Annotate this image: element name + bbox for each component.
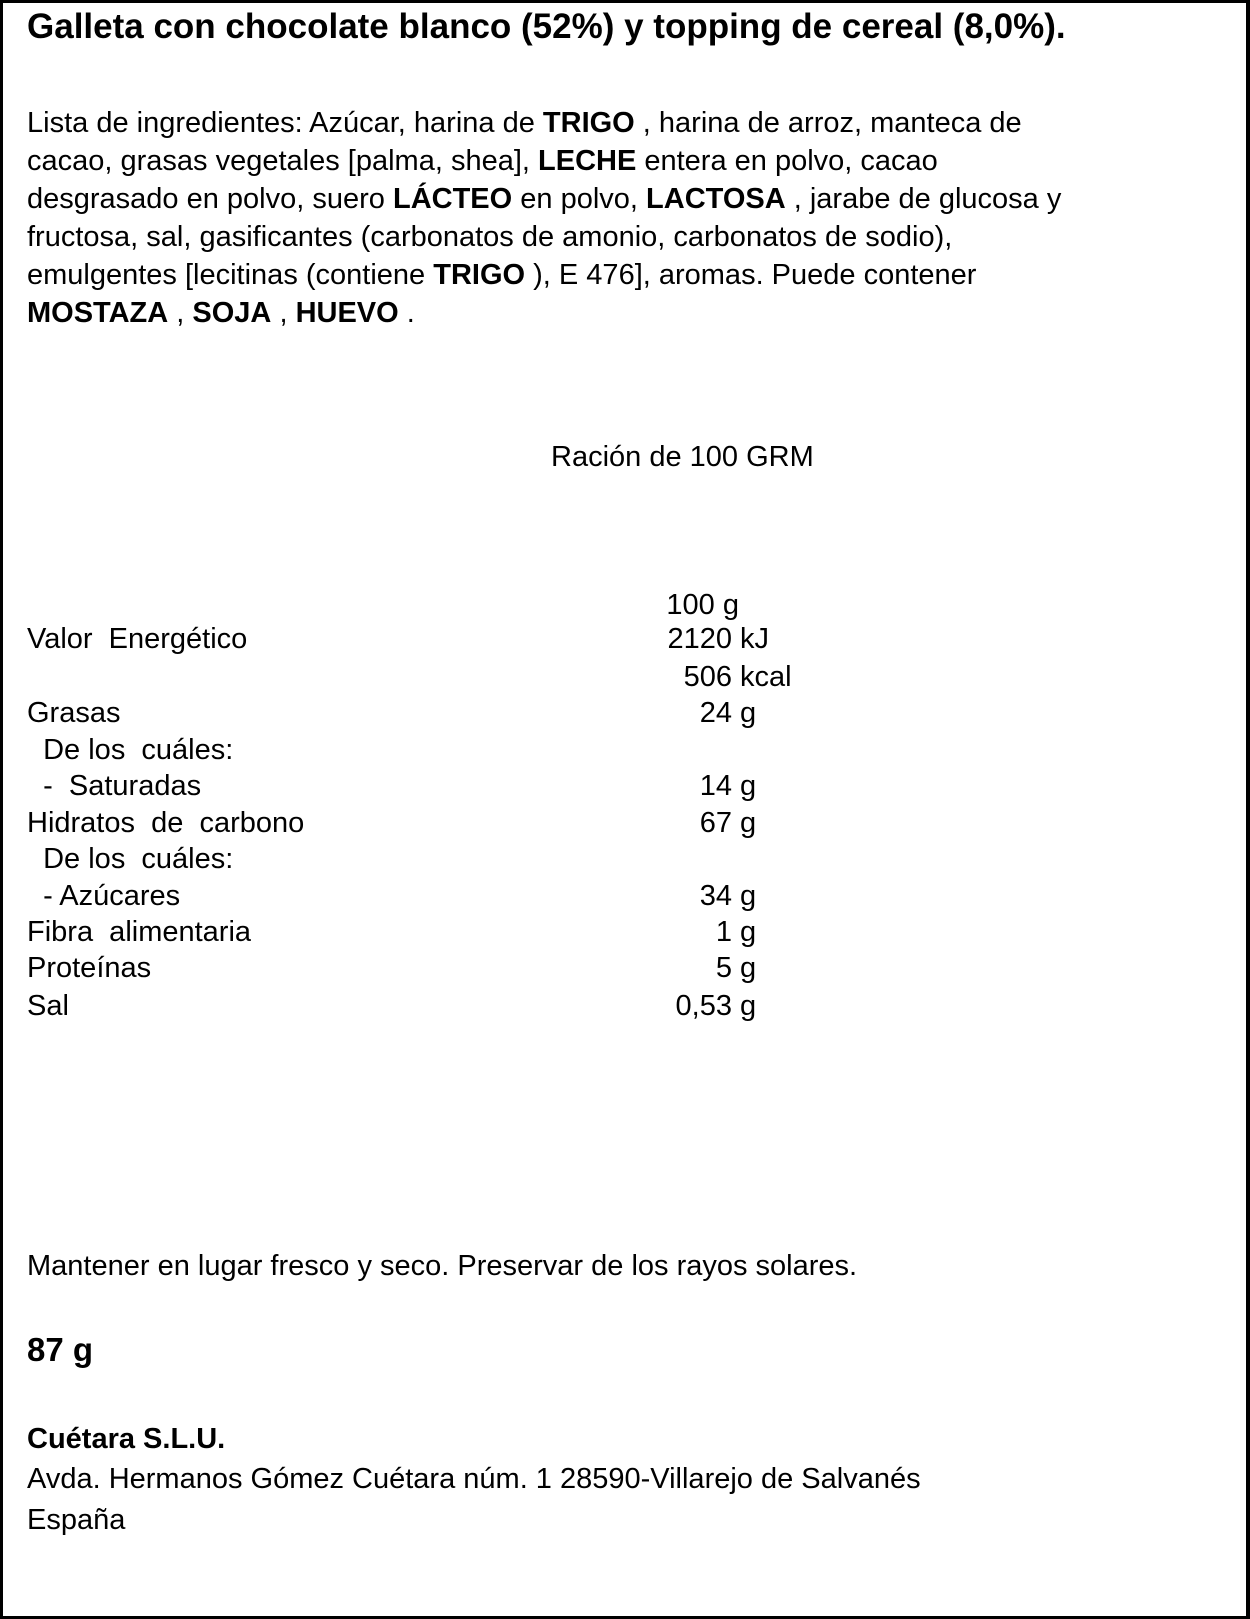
net-weight: 87 g (27, 1331, 94, 1368)
manufacturer-country: España (27, 1504, 126, 1536)
ingredients-text: fructosa, sal, gasificantes (carbonatos de amonio, carbonatos de sodio), (27, 221, 953, 253)
nutrient-value: 24 (699, 697, 732, 729)
nutrient-unit: g (740, 807, 757, 839)
allergen-highlight: MOSTAZA (27, 297, 169, 329)
nutrient-unit: kJ (740, 623, 769, 655)
nutrient-unit: kcal (740, 661, 792, 693)
product-title: Galleta con chocolate blanco (52%) y topping de cereal (8,0%). (27, 7, 1066, 46)
nutrient-label: - Saturadas (27, 770, 202, 802)
nutrient-value: 14 (699, 770, 732, 802)
ingredients-text: , jarabe de glucosa y (785, 183, 1062, 215)
manufacturer-name: Cuétara S.L.U. (27, 1423, 226, 1455)
ingredients-text: , (168, 297, 193, 329)
ingredients-line (27, 104, 1227, 142)
nutrient-unit: g (740, 990, 757, 1022)
nutrient-unit: g (740, 880, 757, 912)
ingredients-line (27, 256, 1227, 294)
nutrient-value: 2120 (667, 623, 732, 655)
ingredients-text: , (271, 297, 296, 329)
allergen-highlight: HUEVO (295, 297, 399, 329)
ingredients-text: desgrasado en polvo, suero (27, 183, 393, 215)
ingredients-line (27, 294, 1227, 332)
nutrient-value: 506 (683, 661, 732, 693)
nutrient-value: 1 (715, 916, 732, 948)
ingredients-text: Lista de ingredientes: Azúcar, harina de (27, 107, 543, 139)
allergen-highlight: LECHE (538, 145, 637, 177)
nutrient-value: 34 (699, 880, 732, 912)
ingredients-text: cacao, grasas vegetales [palma, shea], (27, 145, 539, 177)
nutrient-label: Hidratos de carbono (27, 807, 305, 839)
allergen-highlight: SOJA (192, 297, 272, 329)
ingredients-list (27, 104, 1227, 332)
ingredients-text: ), E 476], aromas. Puede contener (525, 259, 977, 291)
nutrient-label: Grasas (27, 697, 121, 729)
nutrient-label: - Azúcares (27, 880, 181, 912)
nutrient-label: Proteínas (27, 952, 152, 984)
ingredients-text: en polvo, (512, 183, 647, 215)
ingredients-text: emulgentes [lecitinas (contiene (27, 259, 434, 291)
nutrient-value: 67 (699, 807, 732, 839)
nutrient-label: Valor Energético (27, 623, 248, 655)
ingredients-text: , harina de arroz, manteca de (634, 107, 1022, 139)
nutrient-unit: g (740, 952, 757, 984)
ingredients-line (27, 218, 1227, 256)
nutrient-label: De los cuáles: (27, 843, 234, 875)
nutrition-column-header: 100 g (666, 589, 739, 621)
nutrient-unit: g (740, 697, 757, 729)
storage-instructions: Mantener en lugar fresco y seco. Preservar de los rayos solares. (27, 1250, 858, 1282)
ingredients-text: . (398, 297, 415, 329)
ingredients-line (27, 180, 1227, 218)
allergen-highlight: TRIGO (542, 107, 635, 139)
nutrient-label: De los cuáles: (27, 734, 234, 766)
portion-label: Ración de 100 GRM (551, 441, 814, 473)
ingredients-line (27, 142, 1227, 180)
allergen-highlight: LÁCTEO (392, 183, 513, 215)
manufacturer-address: Avda. Hermanos Gómez Cuétara núm. 1 28590-Villarejo de Salvanés (27, 1463, 921, 1495)
nutrient-value: 5 (715, 952, 732, 984)
nutrient-unit: g (740, 770, 757, 802)
nutrient-label: Fibra alimentaria (27, 916, 252, 948)
ingredients-text: entera en polvo, cacao (636, 145, 938, 177)
nutrient-value: 0,53 (675, 990, 732, 1022)
allergen-highlight: TRIGO (433, 259, 526, 291)
nutrient-unit: g (740, 916, 757, 948)
nutrient-label: Sal (27, 990, 69, 1022)
allergen-highlight: LACTOSA (646, 183, 786, 215)
